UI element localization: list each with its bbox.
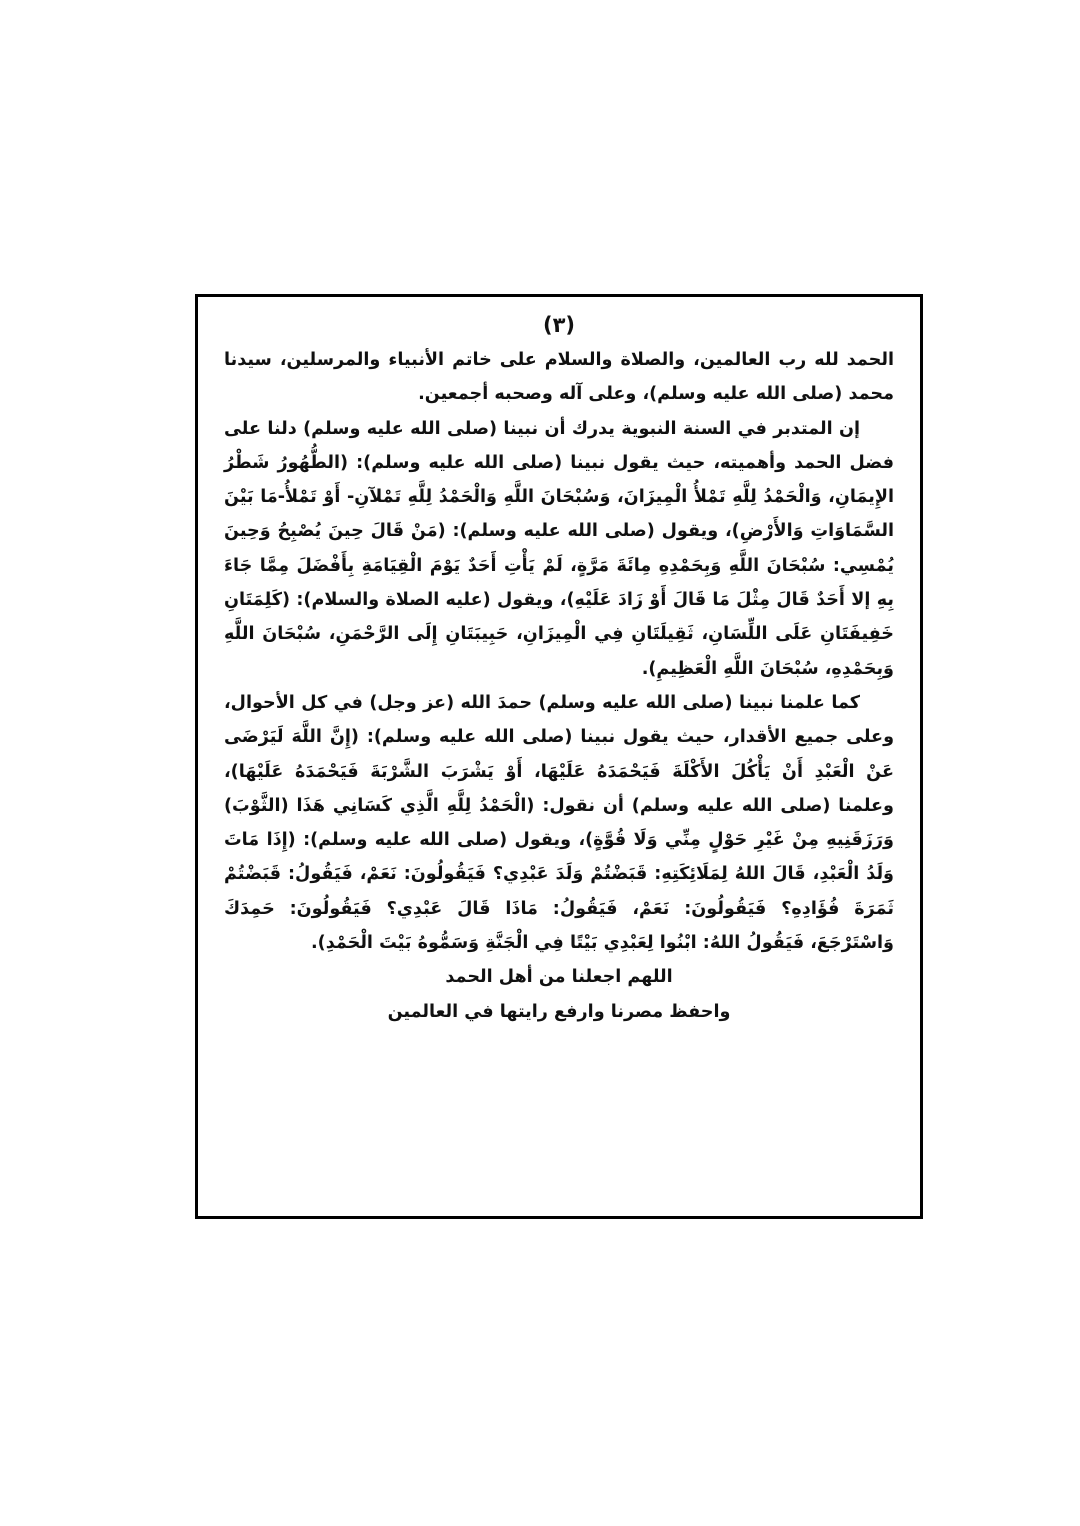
page-frame bbox=[195, 294, 923, 1219]
body-text bbox=[224, 343, 894, 960]
intro-paragraph: الحمد لله رب العالمين، والصلاة والسلام على خاتم الأنبياء والمرسلين، سيدنا محمد (صلى الله عليه وسلم)، وعلى آله وصحبه أجمعين. bbox=[224, 350, 894, 405]
page-number: (٣) bbox=[542, 313, 576, 337]
hadith-gratitude-paragraph: كما علمنا نبينا (صلى الله عليه وسلم) حمدَ الله (عز وجل) في كل الأحوال، وعلى جميع الأقدار، حيث يقول نبينا (صلى الله عليه وسلم): (إِنَّ اللَّهَ لَيَرْضَى عَنْ الْعَبْدِ أَنْ يَأْكُلَ الأَكْلَةَ فَيَحْمَدَهُ عَلَيْهَا، أَوْ يَشْرَبَ الشَّرْبَةَ فَيَحْمَدَهُ عَلَيْهَا)، وعلمنا (صلى الله عليه وسلم) أن نقول: (الْحَمْدُ لِلَّهِ الَّذِي كَسَانِي هَذَا (الثَّوْبَ) وَرَزَقَنِيهِ مِنْ غَيْرِ حَوْلٍ مِنِّي وَلَا قُوَّةٍ)، ويقول (صلى الله عليه وسلم): (إِذَا مَاتَ وَلَدُ الْعَبْدِ، قَالَ اللهُ لِمَلَائِكَتِهِ: قَبَضْتُمْ وَلَدَ عَبْدِي؟ فَيَقُولُونَ: نَعَمْ، فَيَقُولُ: قَبَضْتُمْ ثَمَرَةَ فُؤَادِهِ؟ فَيَقُولُونَ: نَعَمْ، فَيَقُولُ: مَاذَا قَالَ عَبْدِي؟ فَيَقُولُونَ: حَمِدَكَ وَاسْتَرْجَعَ، فَيَقُولُ اللهُ: ابْنُوا لِعَبْدِي بَيْتًا فِي الْجَنَّةِ وَسَمُّوهُ بَيْتَ الْحَمْدِ). bbox=[224, 692, 894, 954]
closing-prayer-line-1: اللهم اجعلنا من أهل الحمد bbox=[445, 967, 673, 988]
closing-prayer bbox=[224, 960, 894, 1029]
hadith-praise-paragraph: إن المتدبر في السنة النبوية يدرك أن نبينا (صلى الله عليه وسلم) دلنا على فضل الحمد وأهميته، حيث يقول نبينا (صلى الله عليه وسلم): (الطُّهُورُ شَطْرُ الإِيمَانِ، وَالْحَمْدُ لِلَّهِ تَمْلأُ الْمِيزَانَ، وَسُبْحَانَ اللَّهِ وَالْحَمْدُ لِلَّهِ تَمْلآنِ- أَوْ تَمْلأُ-مَا بَيْنَ السَّمَاوَاتِ وَالأَرْضِ)، ويقول (صلى الله عليه وسلم): (مَنْ قَالَ حِينَ يُصْبِحُ وَحِينَ يُمْسِي: سُبْحَانَ اللَّهِ وَبِحَمْدِهِ مِائَةَ مَرَّةٍ، لَمْ يَأْتِ أَحَدٌ يَوْمَ الْقِيَامَةِ بِأَفْضَلَ مِمَّا جَاءَ بِهِ إلا أَحَدٌ قَالَ مِثْلَ مَا قَالَ أَوْ زَادَ عَلَيْهِ)، ويقول (عليه الصلاة والسلام): (كَلِمَتَانِ خَفِيفَتَانِ عَلَى اللِّسَانِ، ثَقِيلَتَانِ فِي الْمِيزَانِ، حَبِيبَتَانِ إِلَى الرَّحْمَنِ، سُبْحَانَ اللَّهِ وَبِحَمْدِهِ، سُبْحَانَ اللَّهِ الْعَظِيمِ). bbox=[224, 418, 894, 679]
closing-prayer-line-2: واحفظ مصرنا وارفع رايتها في العالمين bbox=[387, 1001, 731, 1022]
